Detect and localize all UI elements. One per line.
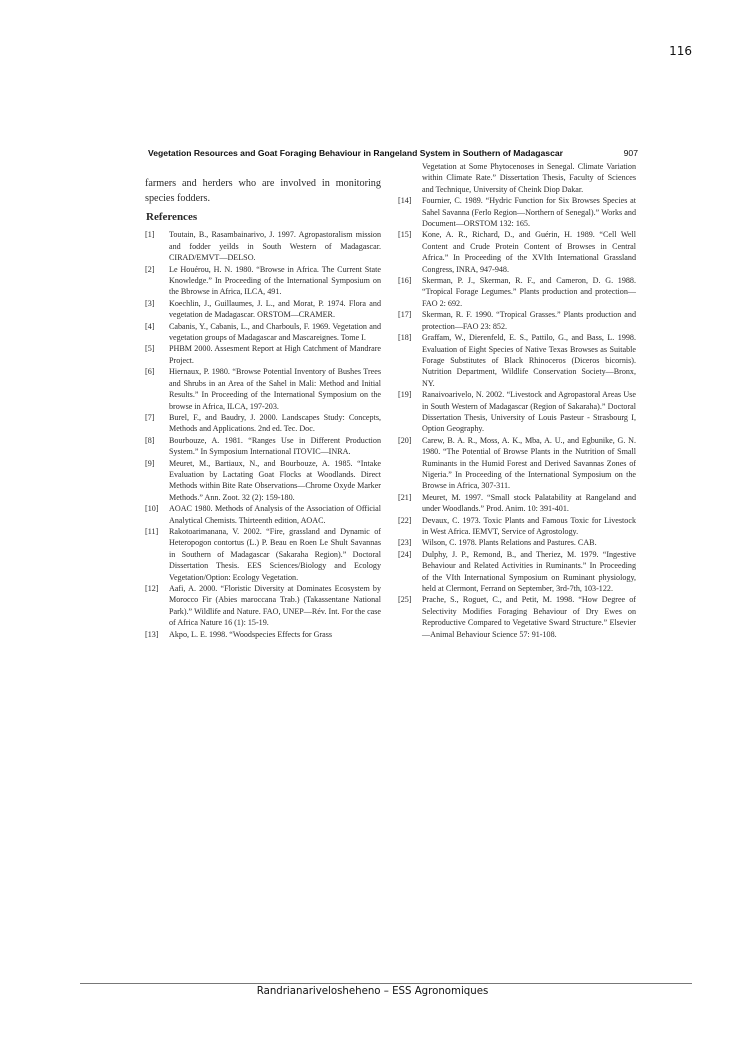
- intro-text: farmers and herders who are involved in monitoring species fodders.: [145, 178, 381, 204]
- reference-number: [4]: [145, 321, 155, 331]
- reference-text: Devaux, C. 1973. Toxic Plants and Famous Toxic for Livestock in West Africa. IEMVT, Service of Agrostology.: [422, 515, 636, 536]
- reference-item: [398, 549, 636, 595]
- references-heading: References: [146, 211, 198, 223]
- reference-text: Koechlin, J., Guillaumes, J. L., and Morat, P. 1974. Flora and vegetation de Madagascar. ORSTOM—CRAMER.: [169, 298, 381, 320]
- reference-number: [25]: [398, 595, 412, 605]
- reference-number: [5]: [145, 344, 155, 354]
- reference-number: [12]: [145, 584, 159, 593]
- reference-number: [23]: [398, 538, 412, 548]
- reference-text: Carew, B. A. R., Moss, A. K., Mba, A. U., and Egbunike, G. N. 1980. “The Potential of Browse Plants in the Nutrition of Small Ruminants in the Humid Forest and Derived Savannas Zones of Nigeria.” In Proceeding of the International Symposium on the Browse in Africa, 307-311.: [422, 435, 636, 491]
- reference-text: Meuret, M., Bartiaux, N., and Bourbouze, A. 1985. “Intake Evaluation by Lactating Goat Flocks at Woodlands. Direct Methods within Bite Rate Observations—Chrome Oxyde Marker Methods.” Ann. Zoot. 32 (2): 159-180.: [169, 458, 381, 502]
- reference-continuation: Vegetation at Some Phytocenoses in Senegal. Climate Variation within Climate Rate.” Dissertation Thesis, Faculty of Sciences and Technique, University of Cheink Diop Dakar.: [422, 162, 636, 194]
- reference-item: [398, 594, 636, 640]
- reference-number: [3]: [145, 298, 155, 308]
- reference-text: Akpo, L. E. 1998. “Woodspecies Effects for Grass: [169, 629, 333, 639]
- reference-number: [6]: [145, 367, 155, 377]
- footer-text: Randrianarivelosheheno – ESS Agronomiques: [256, 986, 489, 997]
- reference-text: Toutain, B., Rasambainarivo, J. 1997. Agropastoralism mission and fodder yeilds in South Western of Madagascar. CIRAD/EMVT—DELSO.: [169, 230, 381, 263]
- reference-number: [2]: [145, 264, 155, 274]
- reference-item: [145, 526, 381, 583]
- reference-item: [398, 515, 636, 538]
- reference-number: [8]: [145, 435, 155, 445]
- reference-item: [145, 298, 381, 321]
- page-number: 116: [669, 44, 692, 58]
- reference-item: [145, 264, 381, 298]
- reference-item: [398, 332, 636, 389]
- reference-text: Meuret, M. 1997. “Small stock Palatability at Rangeland and under Woodlands.” Prod. Anim. 10: 391-401.: [422, 492, 636, 514]
- reference-text: Bourbouze, A. 1981. “Ranges Use in Different Production System.” In Symposium International ITOVIC—INRA.: [169, 435, 381, 457]
- reference-text: Hiernaux, P. 1980. “Browse Potential Inventory of Bushes Trees and Shrubs in an Area of the Sahel in Mali: Method and Initial Results.” In Proceeding of the International Symposium on the browse in Africa, ILCA, 197-203.: [169, 367, 381, 411]
- reference-number: [15]: [398, 230, 412, 240]
- reference-number: [10]: [145, 504, 159, 514]
- reference-text: Skerman, R. F. 1990. “Tropical Grasses.” Plants production and protection—FAO 23: 852.: [422, 310, 636, 331]
- reference-list-left: [145, 229, 381, 640]
- reference-number: [1]: [145, 230, 155, 240]
- reference-number: [13]: [145, 629, 159, 639]
- reference-item: [398, 492, 636, 515]
- reference-item: [398, 275, 636, 309]
- reference-item: [145, 366, 381, 412]
- reference-number: [9]: [145, 458, 155, 468]
- reference-item: [145, 229, 381, 263]
- reference-item: [145, 629, 381, 640]
- reference-item: [398, 195, 636, 229]
- reference-text: Kone, A. R., Richard, D., and Guérin, H. 1989. “Cell Well Content and Crude Protein Content of Browses in Central Africa.” In Proceeding of the XVIth International Grassland Congress, INRA, 947-948.: [422, 230, 636, 274]
- reference-text: AOAC 1980. Methods of Analysis of the Association of Official Analytical Chemists. Thirteenth edition, AOAC.: [169, 504, 381, 525]
- running-header-title: Vegetation Resources and Goat Foraging Behaviour in Rangeland System in Southern of Madagascar: [148, 148, 563, 158]
- reference-item: [398, 537, 636, 548]
- reference-text: Ranaivoarivelo, N. 2002. “Livestock and Agropastoral Areas Use in South Western of Madagascar (Region of Sakaraha).” Doctoral Dissertation Thesis, University of Louis Pasteur - Strasbourg I, Option Geography.: [422, 390, 636, 434]
- reference-item: [398, 389, 636, 435]
- reference-text: Fournier, C. 1989. “Hydric Function for Six Browses Species at Sahel Savanna (Ferlo Region—Northern of Senegal).” Works and Document—ORSTOM 132: 165.: [422, 196, 636, 229]
- reference-text: Rakotoarimanana, V. 2002. “Fire, grassland and Dynamic of Heteropogon contortus (L.) P. Beau en Roen Le Shult Savannas in Southern of Madagascar (Sakaraha Region).” Doctoral Dissertation Thesis. EES Sciences/Biology and Ecology Vegetation/Option: Ecology Vegetation.: [169, 526, 381, 582]
- reference-item: [145, 435, 381, 458]
- reference-number: [17]: [398, 310, 412, 320]
- left-column: [145, 176, 381, 640]
- reference-text: Le Houérou, H. N. 1980. “Browse in Africa. The Current State Knowledge.” In Proceeding of the International Symposium on the Bbrowse in Africa, ILCA, 491.: [169, 264, 381, 297]
- reference-number: [19]: [398, 390, 412, 400]
- footer-divider: [80, 983, 692, 984]
- reference-item: [145, 458, 381, 504]
- reference-text: Wilson, C. 1978. Plants Relations and Pastures. CAB.: [422, 538, 597, 548]
- reference-text: Aafi, A. 2000. “Floristic Diversity at Dominates Ecosystem by Morocco Fir (Abies maroccana Trab.) (Takassentane National Park).” Wildlife and Nature. FAO, UNEP—Rév. Int. For the case of Africa Nature 16 (1): 15-19.: [169, 584, 381, 628]
- reference-number: [21]: [398, 492, 412, 502]
- reference-number: [11]: [145, 526, 159, 536]
- reference-item: [398, 435, 636, 492]
- reference-number: [7]: [145, 412, 155, 422]
- reference-text: Prache, S., Roguet, C., and Petit, M. 1998. “How Degree of Selectivity Modifies Foraging Behaviour of Dry Ewes on Reproductive Compared to Vegetative Sward Structure.” Elsevier—Animal Behaviour Science 57: 91-108.: [422, 595, 636, 639]
- reference-number: [18]: [398, 333, 412, 343]
- reference-text: Cabanis, Y., Cabanis, L., and Charbouls, F. 1969. Vegetation and vegetation groups of Madagascar and Mascareignes. Tome I.: [169, 321, 381, 343]
- reference-number: [16]: [398, 276, 412, 286]
- right-column: [398, 161, 636, 640]
- reference-item: [145, 412, 381, 435]
- reference-item: [398, 229, 636, 275]
- journal-page-number: 907: [623, 148, 638, 158]
- reference-text: Dulphy, J. P., Remond, B., and Theriez, M. 1979. “Ingestive Behaviour and Related Activities in Ruminants.” In Proceeding of the VIth International Symposium on Ruminant physiology, held at Clermont, Ferrand on September, 3rd-7th, 103-122.: [422, 549, 636, 594]
- reference-item: [145, 343, 381, 366]
- reference-text: Graffam, W., Dierenfeld, E. S., Pattilo, G., and Bass, L. 1998. Evaluation of Eight Species of Native Texas Browses as Suitable Forage Substitutes of Black Rhinoceros (Diceros bicornis). Nutrition Department, Wildlife Conservation Society—Bronx, NY.: [422, 333, 636, 388]
- reference-number: [20]: [398, 435, 412, 445]
- reference-item: [398, 309, 636, 332]
- reference-item: [145, 583, 381, 629]
- reference-number: [22]: [398, 515, 412, 525]
- reference-number: [24]: [398, 549, 412, 559]
- running-header: [148, 148, 638, 158]
- reference-text: PHBM 2000. Assesment Report at High Catchment of Mandrare Project.: [169, 344, 381, 365]
- reference-text: Skerman, P. J., Skerman, R. F., and Cameron, D. G. 1988. “Tropical Forage Legumes.” Plants production and protection—FAO 2: 692.: [422, 276, 636, 308]
- reference-text: Burel, F., and Baudry, J. 2000. Landscapes Study: Concepts, Methods and Applications. 2nd ed. Tec. Doc.: [169, 412, 381, 434]
- reference-number: [14]: [398, 196, 412, 206]
- reference-list-right: [398, 195, 636, 640]
- reference-item: [145, 503, 381, 526]
- reference-item: [145, 321, 381, 344]
